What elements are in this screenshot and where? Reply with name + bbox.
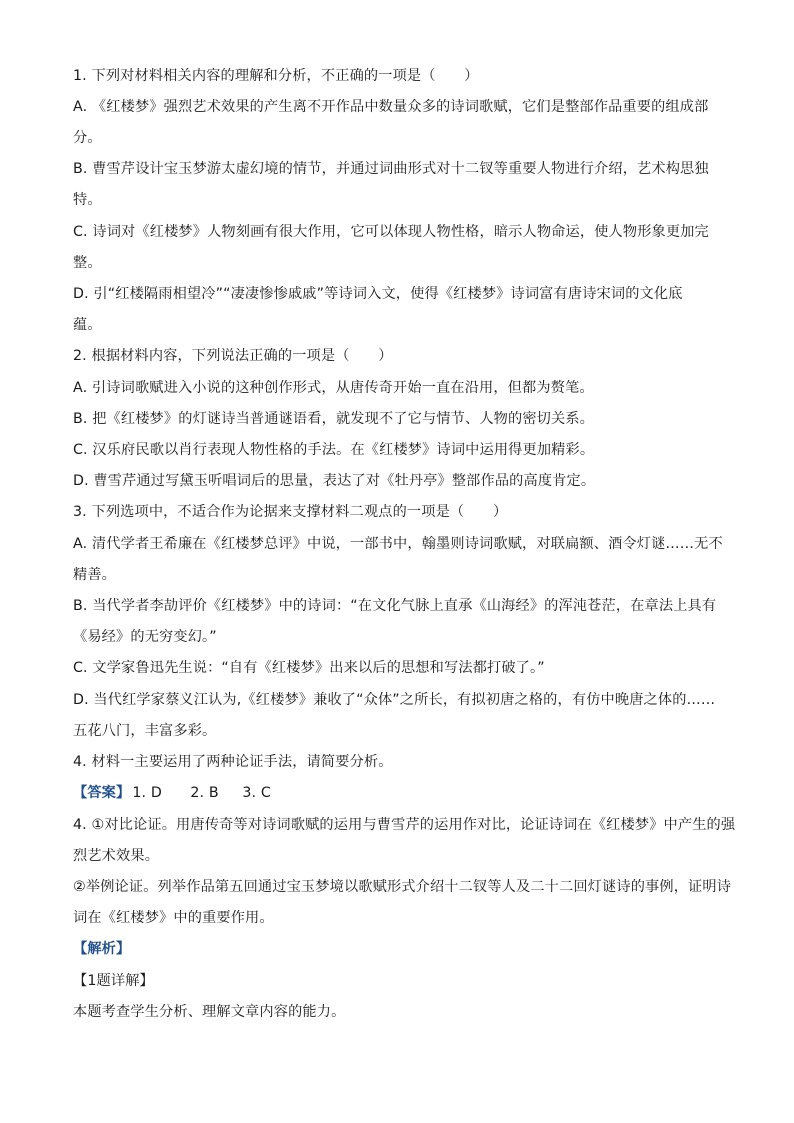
answer-3: 3. C	[242, 785, 271, 801]
question-2-stem: 2. 根据材料内容，下列说法正确的一项是（ ）	[73, 348, 393, 364]
question-1-option-d-cont: 蕴。	[73, 317, 102, 333]
question-4-stem: 4. 材料一主要运用了两种论证手法，请简要分析。	[73, 754, 393, 770]
answer-4-line-4: 词在《红楼梦》中的重要作用。	[73, 910, 274, 926]
question-3-stem: 3. 下列选项中，不适合作为论据来支撑材料二观点的一项是（ ）	[73, 504, 508, 520]
question-1-option-b-cont: 特。	[73, 192, 102, 208]
answer-4-line-3: ②举例论证。列举作品第五回通过宝玉梦境以歌赋形式介绍十二钗等人及二十二回灯谜诗的事例，证明诗	[73, 879, 732, 895]
question-1-option-c-cont: 整。	[73, 255, 102, 271]
answer-4-line-1: 4. ①对比论证。用唐传奇等对诗词歌赋的运用与曹雪芹的运用作对比，论证诗词在《红楼梦》中产生的强	[73, 817, 736, 833]
analysis-label: 【解析】	[73, 941, 131, 957]
answer-1: 1. D	[132, 785, 162, 801]
question-1-option-b: B. 曹雪芹设计宝玉梦游太虚幻境的情节，并通过词曲形式对十二钗等重要人物进行介绍，艺术构思独	[73, 161, 709, 177]
question-1-option-c: C. 诗词对《红楼梦》人物刻画有很大作用，它可以体现人物性格，暗示人物命运，使人物形象更加完	[73, 224, 709, 240]
question-3-option-a-cont: 精善。	[73, 567, 117, 583]
question-2-option-c: C. 汉乐府民歌以肖行表现人物性格的手法。在《红楼梦》诗词中运用得更加精彩。	[73, 442, 595, 458]
question-3-option-d: D. 当代红学家蔡义江认为,《红楼梦》兼收了“众体”之所长，有拟初唐之格的，有仿中晚唐之体的……	[73, 692, 716, 708]
question-3-option-b-cont: 《易经》的无穷变幻。”	[73, 629, 217, 645]
answer-2: 2. B	[190, 785, 219, 801]
question-2-option-a: A. 引诗词歌赋进入小说的这种创作形式，从唐传奇开始一直在沿用，但都为赘笔。	[73, 380, 594, 396]
question-2-option-b: B. 把《红楼梦》的灯谜诗当普通谜语看，就发现不了它与情节、人物的密切关系。	[73, 411, 595, 427]
question-3-option-b: B. 当代学者李劼评价《红楼梦》中的诗词：“在文化气脉上直承《山海经》的浑沌苍茫，在章法上具有	[73, 598, 717, 614]
question-1-option-d: D. 引“红楼隔雨相望冷”“凄凄惨惨戚戚”等诗词入文，使得《红楼梦》诗词富有唐诗宋词的文化底	[73, 286, 683, 302]
question-2-option-d: D. 曹雪芹通过写黛玉听唱词后的思量，表达了对《牡丹亭》整部作品的高度肯定。	[73, 473, 596, 489]
question-3-option-d-cont: 五花八门，丰富多彩。	[73, 723, 217, 739]
answer-label: 【答案】	[73, 785, 131, 801]
question-1-option-a-cont: 分。	[73, 130, 102, 146]
analysis-subheading-q1: 【1题详解】	[73, 973, 154, 989]
question-1-option-a: A. 《红楼梦》强烈艺术效果的产生离不开作品中数量众多的诗词歌赋，它们是整部作品重要的组成部	[73, 99, 709, 115]
answer-4-line-2: 烈艺术效果。	[73, 848, 160, 864]
question-3-option-a: A. 清代学者王希廉在《红楼梦总评》中说，一部书中，翰墨则诗词歌赋，对联扁额、酒令灯谜……无不	[73, 536, 723, 552]
question-1-stem: 1. 下列对材料相关内容的理解和分析，不正确的一项是（ ）	[73, 68, 479, 84]
analysis-text: 本题考查学生分析、理解文章内容的能力。	[73, 1004, 346, 1020]
question-3-option-c: C. 文学家鲁迅先生说：“自有《红楼梦》出来以后的思想和写法都打破了。”	[73, 660, 545, 676]
answer-row	[73, 783, 733, 803]
